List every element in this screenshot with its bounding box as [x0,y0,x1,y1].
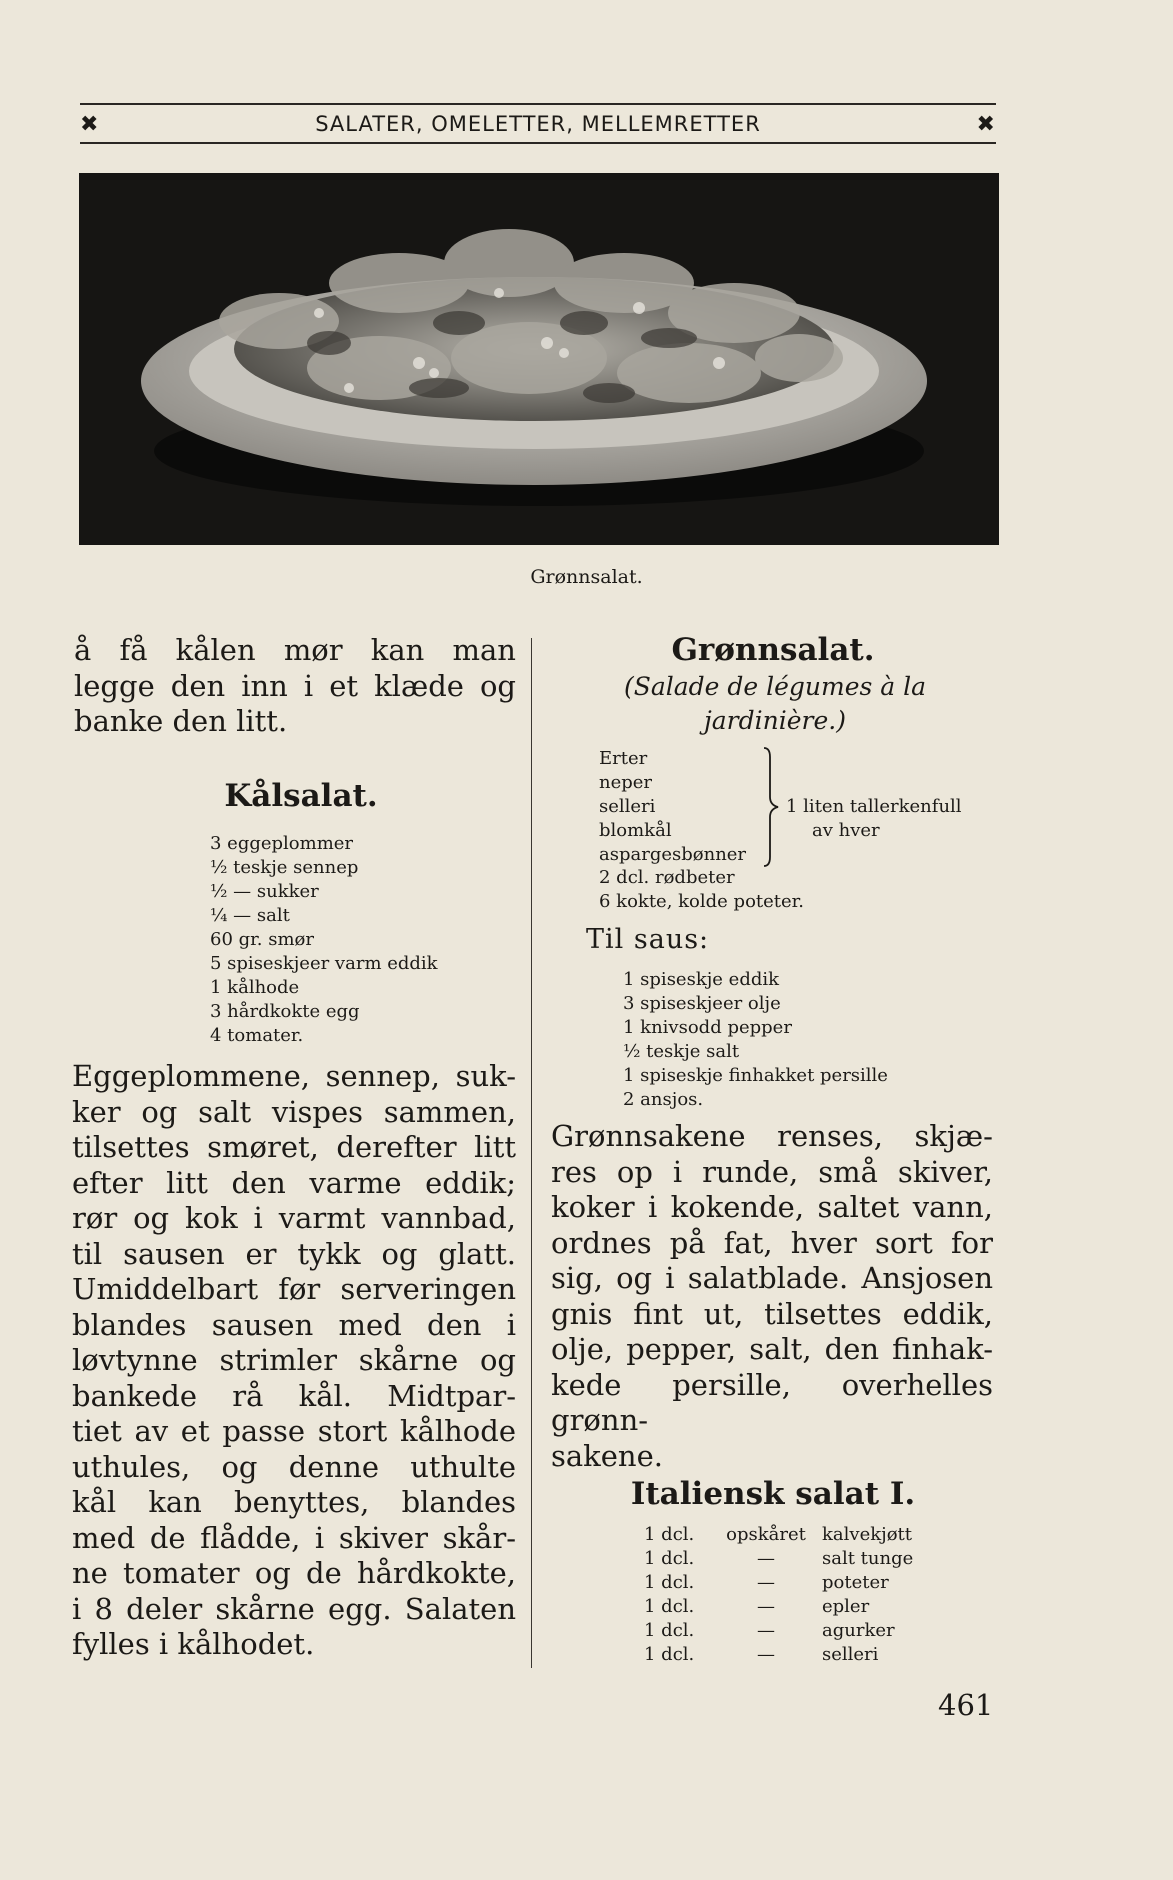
item: kalvekjøtt [822,1524,913,1545]
text-line: fylles i kålhodet. [72,1627,315,1661]
ingredient-row [644,1571,984,1595]
item: epler [822,1596,870,1617]
text-line: ne tomater og de hårdkokte, [72,1556,516,1590]
sauce-title: Til saus: [586,924,710,955]
ingredient-line: 3 spiseskjeer olje [623,993,781,1014]
text-line: til sausen er tykk og glatt. [72,1236,516,1271]
header-rule-bottom [80,142,996,144]
ingredient-line: ½ — sukker [210,881,319,902]
ingredient-line: 1 spiseskje finhakket persille [623,1065,888,1086]
text-line: å få kålen mør kan man [74,633,516,667]
intro-paragraph [74,633,516,740]
subtitle-line: jardinière.) [704,706,846,735]
text-line: i 8 deler skårne egg. Salaten [72,1591,516,1626]
qty: 1 dcl. [644,1572,695,1593]
salad-plate-illustration [79,173,999,545]
text-line: legge den inn i et klæde og [74,668,516,703]
ingredient-line: 1 knivsodd pepper [623,1017,792,1038]
text-line: kål kan benyttes, blandes [72,1485,516,1519]
ingredient-line: 5 spiseskjeer varm eddik [210,953,438,974]
ingredient-line: 6 kokte, kolde poteter. [599,891,805,912]
italiensk-ingredients [644,1523,984,1667]
gronnsalat-body [551,1119,993,1474]
ingredient-line: ½ teskje sennep [210,857,359,878]
ingredient-line: 3 eggeplommer [210,833,354,854]
ingredient-line: 3 hårdkokte egg [210,1001,360,1022]
ingredient-line: neper [599,772,653,793]
item: salt tunge [822,1548,914,1569]
text-line: gnis fint ut, tilsettes eddik, [551,1296,993,1331]
text-line: rør og kok i varmt vannbad, [72,1201,516,1235]
text-line: uthules, og denne uthulte [72,1449,516,1484]
qualifier: — [757,1548,775,1569]
ornament-right-icon: ✖ [976,111,996,137]
qualifier: — [757,1644,775,1665]
text-line: Grønnsakene renses, skjæ- [551,1119,993,1153]
qualifier: — [757,1596,775,1617]
gronnsalat-subtitle [560,670,990,738]
qualifier: — [757,1572,775,1593]
text-line: kede persille, overhelles grønn- [551,1367,993,1437]
running-header-title: SALATER, OMELETTER, MELLEMRETTER [315,112,761,136]
text-line: sig, og i salatblade. Ansjosen [551,1261,993,1295]
kaalsalat-ingredients [210,832,510,1048]
running-header [80,106,996,142]
ingredient-row [644,1547,984,1571]
kaalsalat-title: Kålsalat. [224,778,378,814]
ingredient-line: blomkål [599,820,672,841]
ingredient-line: selleri [599,796,656,817]
text-line: bankede rå kål. Midtpar- [72,1378,516,1413]
qualifier: opskåret [726,1524,806,1545]
item: agurker [822,1620,895,1641]
portion-line: 1 liten tallerkenfull [786,796,962,817]
ingredient-line: 1 spiseskje eddik [623,969,780,990]
qty: 1 dcl. [644,1548,695,1569]
item: poteter [822,1572,889,1593]
italiensk-title: Italiensk salat I. [630,1476,916,1512]
ingredient-row [644,1619,984,1643]
ingredient-line: ½ teskje salt [623,1041,740,1062]
qty: 1 dcl. [644,1620,695,1641]
text-line: ker og salt vispes sammen, [72,1094,516,1129]
ingredient-line: 4 tomater. [210,1025,304,1046]
text-line: banke den litt. [74,704,288,738]
page-number: 461 [938,1688,994,1722]
text-line: blandes sausen med den i [72,1307,516,1342]
qty: 1 dcl. [644,1596,695,1617]
text-line: koker i kokende, saltet vann, [551,1190,993,1224]
portion-note [786,795,996,843]
extra-ingredients [599,866,979,914]
brace-icon [756,745,786,869]
text-line: olje, pepper, salt, den finhak- [551,1332,993,1366]
photo-caption: Grønnsalat. [530,566,643,588]
gronnsalat-title: Grønnsalat. [671,632,875,668]
ingredient-line: Erter [599,748,648,769]
portion-line: av hver [812,820,880,841]
vegetable-list [599,747,769,867]
item: selleri [822,1644,879,1665]
header-rule-top [80,103,996,105]
ingredient-line: 2 ansjos. [623,1089,704,1110]
ingredient-row [644,1523,984,1547]
text-line: efter litt den varme eddik; [72,1165,516,1200]
qty: 1 dcl. [644,1524,695,1545]
text-line: med de flådde, i skiver skår- [72,1520,516,1555]
ingredient-line: 1 kålhode [210,977,300,998]
ingredient-line: aspargesbønner [599,844,747,865]
text-line: sakene. [551,1438,663,1473]
ornament-left-icon: ✖ [80,111,100,137]
text-line: løvtynne strimler skårne og [72,1343,516,1377]
ingredient-line: 60 gr. smør [210,929,314,950]
text-line: ordnes på fat, hver sort for [551,1225,993,1260]
text-line: res op i runde, små skiver, [551,1154,993,1189]
qualifier: — [757,1620,775,1641]
ingredient-line: ¼ — salt [210,905,290,926]
ingredient-row [644,1595,984,1619]
text-line: Eggeplommene, sennep, suk- [72,1059,516,1093]
ingredient-row [644,1643,984,1667]
text-line: tilsettes smøret, derefter litt [72,1130,516,1164]
sauce-ingredients [623,968,983,1112]
salad-photo [79,173,999,545]
kaalsalat-body [72,1059,516,1663]
qty: 1 dcl. [644,1644,695,1665]
ingredient-line: 2 dcl. rødbeter [599,867,735,888]
text-line: Umiddelbart før serveringen [72,1272,516,1306]
text-line: tiet av et passe stort kålhode [72,1414,516,1448]
subtitle-line: (Salade de légumes à la [623,672,927,701]
